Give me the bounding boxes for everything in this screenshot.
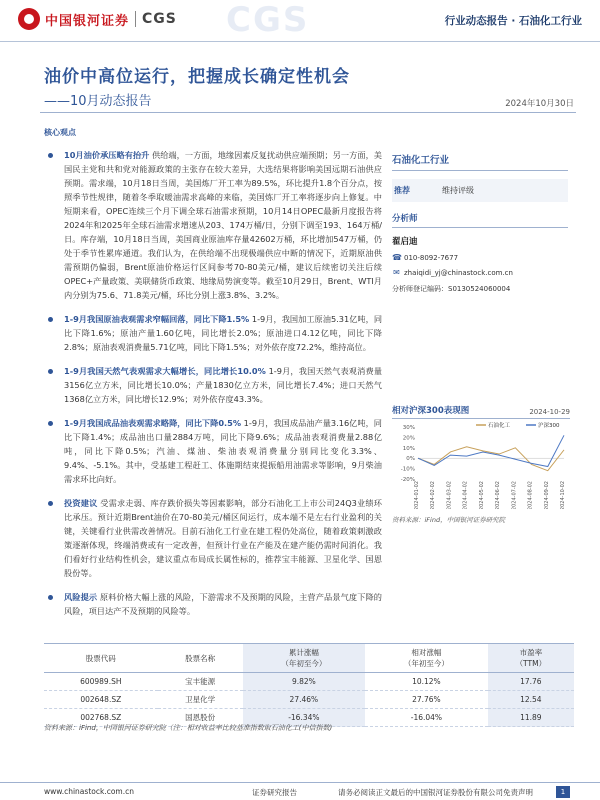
x-tick-label: 2024-05-02 [478,481,485,509]
brand-logo [18,8,177,30]
table-cell: -16.34% [243,709,366,727]
bullet-text: 原料价格大幅上涨的风险，下游需求不及预期的风险，主营产品景气度下降的风险，项目达产不及预期的风险等。 [64,592,382,616]
x-tick-label: 2024-01-02 [414,481,420,509]
y-tick-label: -10% [400,466,415,473]
table-cell: 600989.SH [44,673,158,691]
table-header-cell [243,644,366,673]
x-tick-label: 2024-04-02 [462,481,469,509]
logo-text-cn: 中国银河证券 [45,13,130,29]
y-tick-label: 30% [402,425,415,431]
bullet-text: 1-9月，我国加工原油5.31亿吨，同比下降1.6%；原油产量1.60亿吨，同比增长2.0%；原油进口4.12亿吨，同比下降2.8%；原油表观消费量5.71亿吨，同比下降1.5%；对外依存度72.2%，维持高位。 [64,314,383,352]
bullet-item [44,416,382,486]
bullet-text: 1-9月，我国成品油产量3.16亿吨，同比下降1.4%；成品油出口量2884万吨，同比下降9.6%；成品油表观消费量2.88亿吨，同比下降0.5%；汽油、煤油、柴油表观消费量分别同比变化3.3%、9.4%、-5.1%。其中，受基建工程赶工、体施期结束提振船用油需求等影响，9月柴油需求环比向好。 [64,418,382,484]
table-cell: 17.76 [488,673,574,691]
bullet-item [44,364,382,406]
section-label: 核心观点 [44,128,76,137]
bullet-dot-icon [48,421,53,426]
analyst-registration: 分析师登记编码：S0130524060004 [392,285,511,293]
title-divider [40,112,576,113]
analyst-phone [392,253,568,262]
x-tick-label: 2024-07-02 [511,481,518,509]
series-line [418,435,564,466]
bullet-dot-icon [48,369,53,374]
report-date: 2024年10月30日 [505,99,574,109]
header-sub: （TTM） [515,659,547,668]
watermark: CGS [226,0,310,40]
bullet-heading: 10月油价承压略有抬升 [64,150,150,160]
table-cell: 002768.SZ [44,709,158,727]
bullet-text: 供给端，一方面，地缘因素反复扰动供应端预期；另一方面，美国民主党和共和党对能源政策的主张存在较大差异，大选结果将影响美国远期石油供应预期。需求端，10月18日当周，美国炼厂开工率为89.5%，环比提升1.8个百分点，按照季节性规律，随着冬季取暖油需求高峰的来临，美国炼厂开工率将逐步向上修复。中短期来看，OPEC连续三个月下调全球石油需求预期，10月14日OPEC最新月度报告将2024年和2025年全球石油需求增速从203、174万桶/日，分别下调至193、164万桶/日。库存端，10月18日当周，美国商业原油库存量42602万桶，环比增加547万桶，仍处于季节性累库通道。我们认为，在供给端不出现极端供应中断的情况下，近期原油供需预期仍偏弱，Brent原油价格运行区间参考70-80美元/桶，建议后续密切关注后续OPEC+产量政策、美联储货币政策、地缘局势演变等。截至10月29日，Brent、WTI月内分别为75.6、71.8美元/桶，环比分别上涨3.8%、3.2%。 [64,150,382,300]
x-tick-label: 2024-03-02 [446,481,453,509]
x-tick-label: 2024-06-02 [495,481,502,509]
table-header-cell [488,644,574,673]
table-cell: 卫星化学 [158,691,243,709]
x-tick-label: 2024-02-02 [430,481,437,509]
sidebar [392,148,568,294]
table-cell: 10.12% [365,673,488,691]
logo-mark-icon [18,8,40,30]
footer-url[interactable]: www.chinastock.com.cn [44,787,134,796]
phone-text: 010-8092-7677 [404,253,459,262]
table-row [44,691,574,709]
page-header [0,0,600,42]
bullet-heading: 1-9月我国成品油表观需求略降，同比下降0.5% [64,418,242,428]
table-header-cell [365,644,488,673]
header-main: 累计涨幅 [288,648,319,657]
chart-plot [392,419,570,509]
x-tick-label: 2024-10-02 [560,481,566,509]
bullet-dot-icon [48,317,53,322]
bullet-item [44,590,382,618]
page-number: 1 [556,786,570,798]
bullet-item [44,148,382,302]
series-line [418,447,564,471]
y-tick-label: 20% [402,435,415,442]
bullet-heading: 1-9月我国原油表观需求窄幅回落，同比下降1.5% [64,314,250,324]
bullet-dot-icon [48,595,53,600]
legend-label: 沪深300 [538,423,560,429]
email-icon: ✉ [393,268,400,277]
chart-date: 2024-10-29 [529,408,570,416]
table-cell: 宝丰能源 [158,673,243,691]
bullet-item [44,312,382,354]
bullet-dot-icon [48,153,53,158]
rating-box [392,179,568,202]
header-sub: （年初至今） [403,659,449,668]
table-cell: 9.82% [243,673,366,691]
logo-text-en: CGS [142,11,177,27]
analyst-email[interactable] [392,268,568,277]
table-header-row [44,644,574,673]
table-cell: -16.04% [365,709,488,727]
table-cell: 国恩股份 [158,709,243,727]
core-views [44,148,382,628]
chart-source: 资料来源：iFind，中国银河证券研究院 [392,516,506,524]
email-text[interactable]: zhaiqidi_yj@chinastock.com.cn [404,268,513,277]
stock-table [44,643,574,727]
report-type: 行业动态报告 · 石油化工行业 [444,15,582,27]
table-note: 资料来源：iFind，中国银河证券研究院（注：相对收益率比较基准指数取石油化工(中信指数) [44,724,333,732]
footer-center: 证券研究报告 [252,788,297,797]
page-footer [0,782,600,800]
table-header-cell: 股票代码 [44,644,158,673]
phone-icon: ☎ [392,253,402,262]
page-title: 油价中高位运行，把握成长确定性机会 [44,67,350,87]
x-tick-label: 2024-08-02 [527,481,534,509]
bullet-heading: 风险提示 [64,592,98,602]
y-tick-label: 0% [406,456,415,463]
bullet-text: 受需求走弱、库存跌价损失等因素影响，部分石油化工上市公司24Q3业绩环比承压。预计近期Brent油价在70-80美元/桶区间运行，成本端不是左右行业盈利的关键，关键看行业供需改善情况。目前石油化工行业在建工程仍处高位，随着政策刺激政策逐渐体现，终端消费或有一定改善，但预计行业在产能及在建产能仍需时间消化。我们看好行业结构性机会，建议重点布局成长属性标的，推荐宝丰能源、卫星化学、国恩股份等。 [64,498,382,578]
header-main: 相对涨幅 [411,648,442,657]
analyst-name: 翟启迪 [392,237,418,247]
rating-label: 推荐 [394,186,410,195]
rating-value: 维持评级 [442,186,474,195]
industry-title: 石油化工行业 [392,148,568,171]
table-row [44,673,574,691]
bullet-heading: 1-9月我国天然气表观需求大幅增长，同比增长10.0% [64,366,266,376]
table-cell: 27.76% [365,691,488,709]
bullet-dot-icon [48,501,53,506]
header-main: 市盈率 [519,648,543,657]
x-tick-label: 2024-09-02 [543,481,550,509]
y-tick-label: 10% [402,445,415,452]
table-cell: 11.89 [488,709,574,727]
table-cell: 12.54 [488,691,574,709]
analyst-heading: 分析师 [392,212,568,228]
bullet-heading: 投资建议 [64,498,98,508]
chart-header [392,404,570,419]
relative-performance-chart [392,404,570,524]
legend-label: 石油化工 [488,423,511,429]
header-sub: （年初至今） [281,659,327,668]
footer-disclaimer: 请务必阅读正文最后的中国银河证券股份有限公司免责声明 [338,788,533,797]
y-tick-label: -20% [400,477,415,483]
logo-divider [135,11,136,27]
table-cell: 27.46% [243,691,366,709]
page-subtitle: ——10月动态报告 [44,94,152,109]
table-header-cell: 股票名称 [158,644,243,673]
table-cell: 002648.SZ [44,691,158,709]
bullet-text: 1-9月，我国天然气表观消费量3156亿立方米，同比增长10.0%；产量1830亿立方米，同比增长7.4%；进口天然气1368亿立方米，同比增长12.9%；对外依存度43.3%。 [64,366,383,404]
bullet-item [44,496,382,580]
chart-title: 相对沪深300表现图 [392,406,470,416]
